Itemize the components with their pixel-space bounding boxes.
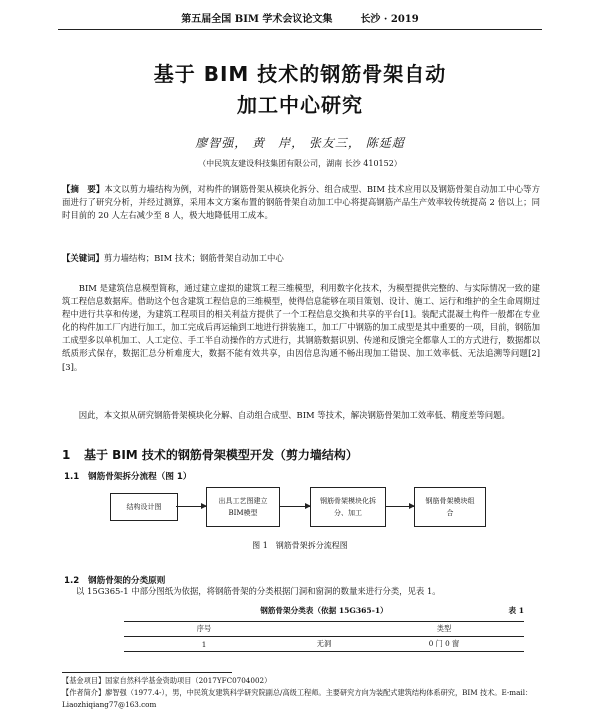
paper-title-line1: 基于 BIM 技术的钢筋骨架自动 bbox=[153, 62, 447, 86]
flow-arrow-1 bbox=[176, 506, 206, 507]
table-cell: 0 门 0 窗 bbox=[428, 639, 460, 648]
running-header bbox=[0, 10, 600, 25]
footnote-author: 【作者简介】廖智强（1977.4-），男，中民筑友建筑科学研究院副总/高级工程师。主要研究方向为装配式建筑结构体系研究，BIM 技术。E-mail：Liaozhiqiang77@163.com bbox=[62, 688, 533, 709]
table-cell: 1 bbox=[201, 639, 207, 649]
table-cell: 无洞 bbox=[316, 639, 332, 648]
paper-title-line2: 加工中心研究 bbox=[237, 93, 363, 117]
footnote-rule bbox=[62, 672, 232, 673]
table-header-cell bbox=[284, 622, 364, 637]
section-1-1-heading bbox=[64, 470, 192, 482]
table-header-cell: 序号 bbox=[196, 624, 212, 633]
table-header-row bbox=[124, 622, 524, 637]
flow-step-3: 钢筋骨架模块化拆分、加工 bbox=[310, 487, 386, 527]
flow-arrow-3 bbox=[386, 506, 414, 507]
keywords-text: 剪力墙结构；BIM 技术；钢筋骨架自动加工中心 bbox=[103, 253, 284, 263]
body-paragraph-1: BIM 是建筑信息模型简称，通过建立虚拟的建筑工程三维模型，利用数字化技术，为模型提供完整的、与实际情况一致的建筑工程信息数据库。借助这个包含建筑工程信息的三维模型，使得信息能够在项目策划、设计、施工、运行和维护的全生命周期过程中进行共享和传递，为建筑工程项目的相关利益方提供了一个工程信息交换和共享的平台[1]。装配式混凝土构件一般都在专业化的构件加工厂内进行加工，加工完成后再运输到工地进行拼装施工，加工厂中钢筋的加工成型是其中重要的一项，目前，钢筋加工成型多以单机加工、人工定位、手工半自动操作的方式进行，其钢筋数据识别、传递和反馈完全都靠人工的方式进行，数据都以纸质形式保存，数据汇总分析难度大，数据不能有效共享，由因信息沟通不畅出现加工错误、加工效率低、无法追溯等问题[2][3]。 bbox=[62, 283, 540, 372]
section-1-title: 基于 BIM 技术的钢筋骨架模型开发（剪力墙结构） bbox=[84, 448, 358, 462]
proceedings-title: 第五届全国 BIM 学术会议论文集 bbox=[181, 14, 333, 25]
header-rule bbox=[58, 29, 542, 30]
affiliation: （中民筑友建设科技集团有限公司，湖南 长沙 410152） bbox=[198, 159, 402, 168]
section-1-1-title: 钢筋骨架拆分流程（图 1） bbox=[88, 472, 192, 482]
location-year: 长沙 · 2019 bbox=[360, 14, 419, 25]
section-1-2-number: 1.2 bbox=[64, 576, 80, 586]
section-1-heading bbox=[62, 446, 358, 463]
keywords-label: 【关键词】 bbox=[62, 253, 104, 263]
flow-step-2: 出具工艺图建立BIM模型 bbox=[206, 487, 280, 527]
figure-1-caption: 图 1 钢筋骨架拆分流程图 bbox=[252, 541, 348, 550]
table-row bbox=[124, 637, 524, 652]
section-1-2-title: 钢筋骨架的分类原则 bbox=[88, 576, 166, 586]
section-1-number: 1 bbox=[62, 448, 71, 462]
abstract bbox=[62, 183, 540, 222]
body-paragraph-3: 以 15G365-1 中部分图纸为依据，将钢筋骨架的分类根据门洞和窗洞的数量来进行分类，见表 1。 bbox=[76, 586, 441, 596]
table-1-title: 钢筋骨架分类表（依据 15G365-1） bbox=[260, 606, 388, 615]
abstract-label: 【摘 要】 bbox=[62, 184, 105, 194]
flow-step-1: 结构设计图 bbox=[110, 493, 178, 521]
authors: 廖智强， 黄 岸， 张友三， 陈延超 bbox=[195, 136, 405, 150]
flow-step-4: 钢筋骨架模块组合 bbox=[414, 487, 486, 527]
flow-arrow-2 bbox=[280, 506, 310, 507]
table-1 bbox=[124, 621, 524, 652]
keywords bbox=[62, 252, 540, 265]
table-header-cell: 类型 bbox=[436, 624, 452, 633]
table-1-label: 表 1 bbox=[508, 606, 524, 615]
footnote-fund: 【基金项目】国家自然科学基金资助项目（2017YFC0704002） bbox=[62, 676, 272, 685]
abstract-text: 本文以剪力墙结构为例，对构件的钢筋骨架从模块化拆分、组合成型、BIM 技术应用以及钢筋骨架自动加工中心等方面进行了研究分析，并经过测算，采用本文方案布置的钢筋骨架自动加工中心将提高钢筋产品生产效率较传统提高 2 倍以上；同时目前的 20 人左右减少至 8 人，极大地降低用工成本。 bbox=[62, 184, 540, 221]
body-paragraph-2: 因此，本文拟从研究钢筋骨架模块化分解、自动组合成型、BIM 等技术，解决钢筋骨架加工效率低、精度差等问题。 bbox=[78, 410, 510, 420]
section-1-1-number: 1.1 bbox=[64, 472, 80, 482]
